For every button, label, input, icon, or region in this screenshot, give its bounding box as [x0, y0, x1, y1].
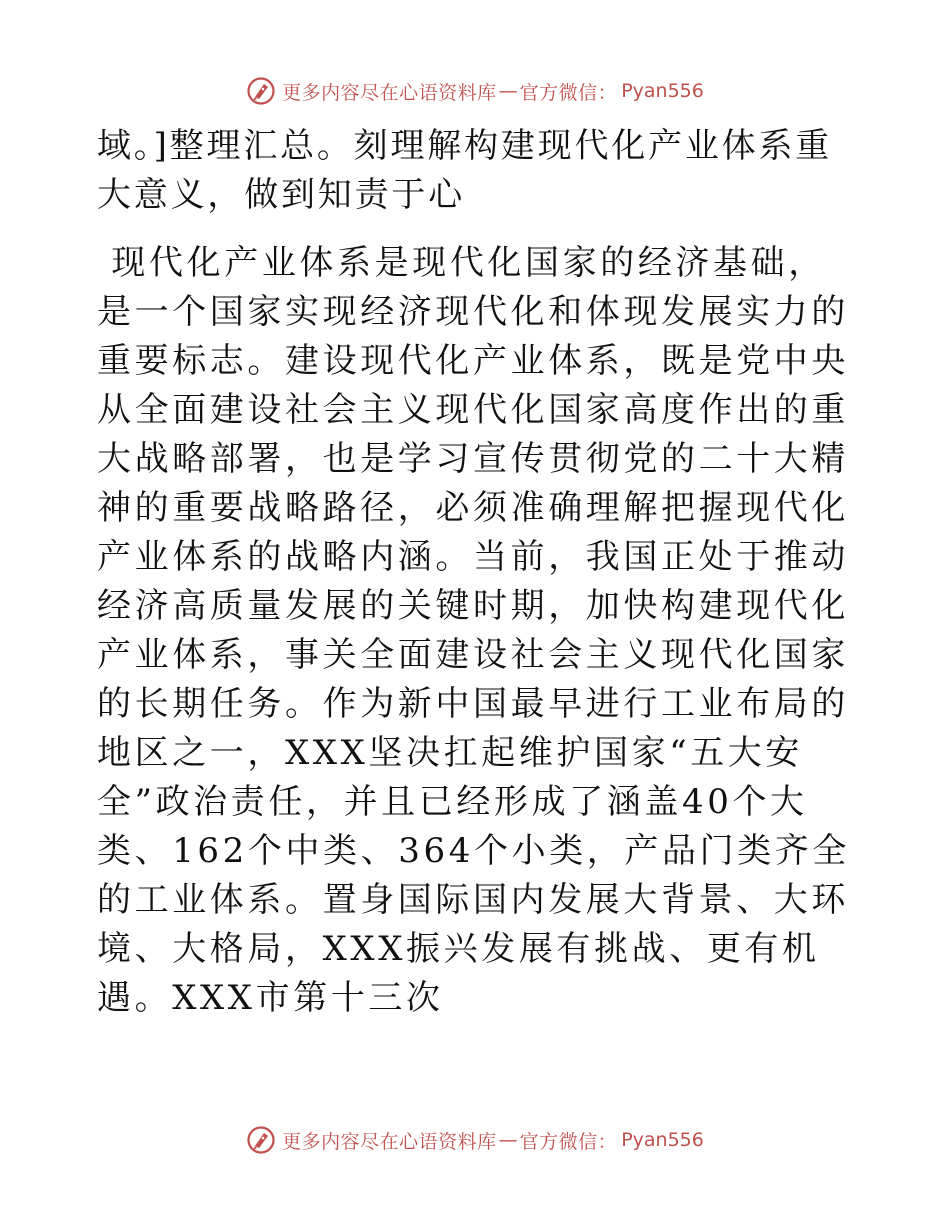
header-watermark	[0, 71, 950, 111]
watermark-separator: —	[498, 80, 518, 102]
watermark-contact-id: Pyan556	[621, 80, 704, 102]
watermark-title: 更多内容尽在心语资料库	[282, 1130, 497, 1153]
paragraph-heading: 域。]整理汇总。刻理解构建现代化产业体系重大意义，做到知责于心	[97, 126, 833, 215]
pen-nib-logo-icon	[246, 1125, 276, 1155]
watermark-contact-id: Pyan556	[621, 1129, 704, 1151]
watermark-separator: —	[498, 1129, 518, 1151]
footer-watermark	[0, 1120, 950, 1160]
paragraph-main: 现代化产业体系是现代化国家的经济基础，是一个国家实现经济现代化和体现发展实力的重要标志。建设现代化产业体系，既是党中央从全面建设社会主义现代化国家高度作出的重大战略部署，也是学习宣传贯彻党的二十大精神的重要战略路径，必须准确理解把握现代化产业体系的战略内涵。当前，我国正处于推动经济高质量发展的关键时期，加快构建现代化产业体系，事关全面建设社会主义现代化国家的长期任务。作为新中国最早进行工业布局的地区之一，XXX坚决扛起维护国家“五大安全”政治责任，并且已经形成了涵盖40个大类、162个中类、364个小类，产品门类齐全的工业体系。置身国际国内发展大背景、大环境、大格局，XXX振兴发展有挑战、更有机遇。XXX市第十三次	[97, 243, 850, 1018]
watermark-contact-label: 官方微信：	[519, 81, 618, 104]
document-body	[97, 122, 857, 1023]
pen-nib-logo-icon	[246, 76, 276, 106]
watermark-contact-label: 官方微信：	[519, 1130, 618, 1153]
watermark-title: 更多内容尽在心语资料库	[282, 81, 497, 104]
